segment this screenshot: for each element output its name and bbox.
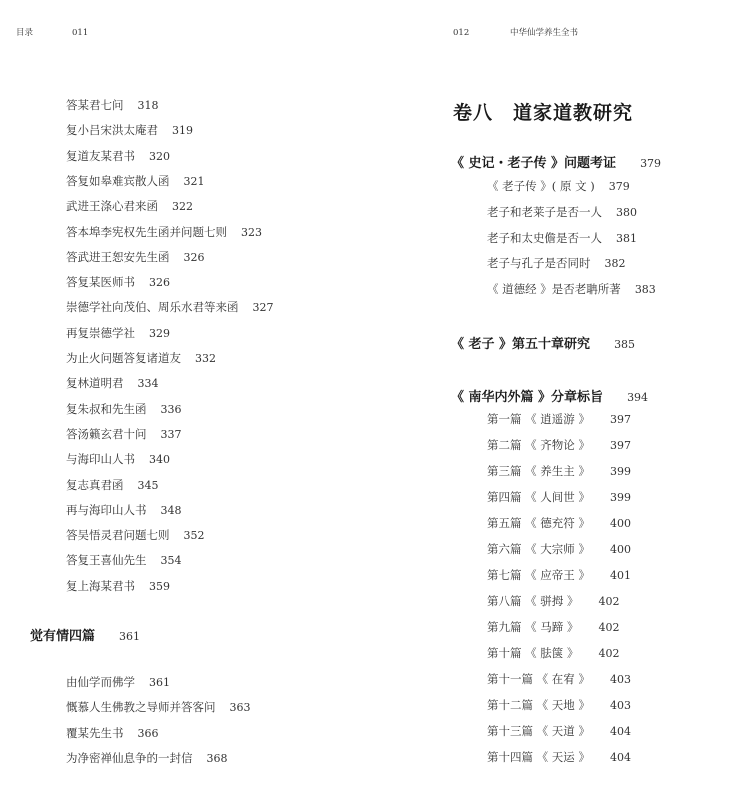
running-head-page-number: 011	[72, 28, 89, 38]
toc-entry[interactable]	[66, 350, 216, 366]
toc-entry-page-number: 402	[598, 621, 620, 634]
toc-entry[interactable]	[487, 541, 631, 557]
toc-entry-title: 第一篇 《 逍遥游 》	[487, 412, 590, 426]
toc-entry[interactable]	[487, 204, 637, 220]
toc-entry-page-number: 359	[149, 579, 170, 593]
toc-entry-title: 慨慕人生佛教之导师并答客问	[66, 700, 216, 715]
running-head-title: 目录	[16, 28, 34, 38]
toc-entry[interactable]	[66, 451, 170, 467]
toc-entry[interactable]	[66, 578, 170, 594]
toc-entry-page-number: 403	[609, 699, 631, 712]
toc-entry-page-number: 404	[609, 751, 631, 764]
section-heading-nanhua[interactable]	[451, 386, 648, 405]
toc-entry-title: 武进王涤心君来函	[66, 199, 158, 214]
toc-entry-title: 答复如皋难宾散人函	[66, 173, 170, 188]
toc-entry[interactable]	[66, 426, 182, 442]
toc-entry-title: 答本埠李宪权先生函并问题七则	[66, 224, 227, 239]
volume-label: 卷八	[453, 102, 494, 124]
section-title: 《 南华内外篇 》分章标旨	[451, 390, 604, 405]
toc-entry-title: 答汤籁玄君十问	[66, 426, 147, 441]
toc-entry-page-number: 402	[598, 595, 620, 608]
toc-entry-page-number: 329	[149, 326, 170, 340]
toc-entry[interactable]	[66, 173, 205, 189]
toc-entry-title: 复道友某君书	[66, 148, 135, 163]
toc-entry[interactable]	[487, 255, 626, 271]
toc-entry-page-number: 379	[608, 180, 630, 193]
toc-entry[interactable]	[487, 593, 619, 609]
toc-entry-page-number: 352	[183, 529, 205, 543]
toc-entry[interactable]	[487, 411, 631, 427]
toc-entry-page-number: 381	[616, 231, 637, 245]
toc-entry-page-number: 363	[229, 701, 251, 715]
toc-entry[interactable]	[487, 723, 631, 739]
toc-entry-title: 为止火问题答复诸道友	[66, 351, 181, 365]
toc-entry-title: 第八篇 《 骈拇 》	[487, 594, 579, 608]
toc-entry-page-number: 326	[183, 250, 205, 264]
toc-entry-page-number: 400	[609, 543, 631, 556]
toc-entry[interactable]	[66, 148, 170, 164]
toc-entry-page-number: 354	[160, 554, 182, 568]
toc-entry[interactable]	[66, 274, 170, 290]
toc-entry-page-number: 361	[149, 676, 170, 689]
toc-entry-title: 第五篇 《 德充符 》	[487, 516, 590, 530]
toc-entry-page-number: 383	[634, 283, 656, 297]
toc-entry[interactable]	[487, 671, 631, 687]
toc-entry-title: 第十三篇 《 天道 》	[487, 724, 590, 738]
running-head-page-number: 012	[453, 28, 470, 38]
toc-entry-title: 老子和太史儋是否一人	[487, 230, 602, 245]
toc-entry-title: 复小吕宋洪太庵君	[66, 123, 158, 138]
section-title: 《 老子 》第五十章研究	[451, 337, 591, 352]
toc-entry-title: 由仙学而佛学	[66, 675, 135, 689]
toc-entry[interactable]	[66, 401, 182, 417]
section-title: 《 史记・老子传 》问题考证	[451, 156, 617, 171]
toc-entry[interactable]	[66, 750, 228, 766]
toc-entry[interactable]	[487, 697, 631, 713]
toc-entry-title: 与海印山人书	[66, 452, 135, 467]
toc-entry-page-number: 318	[137, 99, 159, 112]
toc-entry-title: 复林道明君	[66, 376, 124, 391]
toc-entry[interactable]	[66, 552, 182, 568]
toc-entry[interactable]	[66, 527, 205, 543]
toc-entry-page-number: 368	[206, 751, 228, 765]
toc-entry[interactable]	[66, 198, 193, 214]
volume-name: 道家道教研究	[513, 102, 634, 124]
toc-entry-title: 第九篇 《 马蹄 》	[487, 620, 579, 634]
toc-entry-title: 《 道德经 》是否老聃所著	[487, 282, 621, 297]
toc-entry[interactable]	[66, 477, 159, 493]
toc-entry-title: 崇德学社向茂伯、周乐水君等来函	[66, 300, 239, 315]
toc-entry-title: 第十四篇 《 天运 》	[487, 750, 590, 764]
section-heading-shiji[interactable]	[451, 152, 661, 171]
toc-entry-page-number: 321	[183, 174, 205, 188]
toc-entry-title: 第四篇 《 人间世 》	[487, 490, 590, 504]
toc-entry-title: 第二篇 《 齐物论 》	[487, 438, 590, 452]
toc-entry-title: 第六篇 《 大宗师 》	[487, 542, 590, 556]
toc-entry[interactable]	[487, 645, 619, 661]
toc-entry-page-number: 403	[609, 673, 631, 686]
toc-entry-title: 第十二篇 《 天地 》	[487, 698, 590, 712]
section-page-number: 385	[614, 338, 636, 351]
toc-entry-page-number: 399	[609, 465, 631, 478]
section-heading-laozi-ch50[interactable]	[451, 333, 635, 352]
toc-entry[interactable]	[487, 567, 631, 583]
toc-entry[interactable]	[66, 375, 159, 391]
toc-entry-title: 第三篇 《 养生主 》	[487, 464, 590, 478]
toc-entry-title: 复志真君函	[66, 477, 124, 492]
toc-entry-page-number: 366	[137, 726, 159, 740]
toc-entry-page-number: 334	[137, 377, 159, 391]
section-page-number: 361	[119, 630, 141, 643]
toc-entry-title: 复上海某君书	[66, 578, 135, 593]
toc-entry[interactable]	[487, 178, 630, 194]
toc-entry-title: 再与海印山人书	[66, 502, 147, 517]
toc-entry-page-number: 397	[609, 439, 631, 452]
toc-entry-page-number: 399	[609, 491, 631, 504]
toc-entry-page-number: 322	[172, 200, 193, 214]
toc-entry-page-number: 348	[160, 503, 182, 517]
toc-entry-page-number: 382	[604, 257, 626, 271]
toc-entry[interactable]	[487, 437, 631, 453]
toc-entry[interactable]	[66, 224, 262, 240]
toc-entry[interactable]	[487, 281, 656, 297]
toc-entry-title: 覆某先生书	[66, 725, 124, 740]
toc-entry-page-number: 332	[195, 352, 216, 365]
toc-entry-page-number: 402	[598, 647, 620, 660]
toc-entry-page-number: 401	[609, 569, 631, 582]
section-title: 觉有情四篇	[30, 629, 96, 644]
toc-entry[interactable]	[66, 502, 182, 518]
toc-entry[interactable]	[66, 299, 274, 315]
toc-entry[interactable]	[487, 749, 631, 765]
toc-entry[interactable]	[487, 515, 631, 531]
toc-entry-page-number: 400	[609, 517, 631, 530]
toc-entry-title: 答吴悟灵君问题七则	[66, 528, 170, 543]
toc-entry-page-number: 327	[252, 301, 274, 315]
toc-entry[interactable]	[66, 249, 205, 265]
toc-entry[interactable]	[66, 122, 193, 138]
toc-entry-title: 答某君七问	[66, 98, 124, 112]
toc-entry-page-number: 404	[609, 725, 631, 738]
toc-entry[interactable]	[487, 489, 631, 505]
toc-entry-page-number: 320	[149, 149, 170, 163]
toc-entry[interactable]	[487, 463, 631, 479]
toc-entry-title: 答复某医师书	[66, 275, 135, 290]
toc-entry-title: 第十篇 《 胠箧 》	[487, 646, 579, 660]
toc-entry-page-number: 380	[616, 205, 637, 219]
toc-entry-page-number: 336	[160, 402, 182, 416]
toc-entry[interactable]	[487, 230, 637, 246]
toc-entry-page-number: 337	[160, 427, 182, 441]
toc-entry-title: 老子和老莱子是否一人	[487, 204, 602, 219]
volume-title	[453, 98, 633, 125]
toc-entry-title: 答复王喜仙先生	[66, 553, 147, 568]
toc-entry-page-number: 319	[172, 124, 193, 138]
toc-entry-title: 老子与孔子是否同时	[487, 256, 591, 271]
toc-entry-title: 再复崇德学社	[66, 325, 135, 340]
toc-entry-page-number: 323	[241, 225, 262, 239]
toc-entry[interactable]	[487, 619, 619, 635]
toc-entry-page-number: 345	[137, 478, 159, 492]
toc-entry-title: 第十一篇 《 在宥 》	[487, 672, 590, 686]
toc-entry-page-number: 397	[609, 413, 631, 426]
toc-entry-title: 答武进王恕安先生函	[66, 249, 170, 264]
toc-entry[interactable]	[66, 699, 251, 715]
section-page-number: 394	[627, 391, 649, 404]
toc-entry[interactable]	[66, 325, 170, 341]
toc-entry-title: 为净密禅仙息争的一封信	[66, 750, 193, 765]
toc-entry-title: 《 老子传 》( 原 文 )	[487, 179, 595, 193]
toc-entry[interactable]	[66, 97, 159, 113]
toc-entry-page-number: 326	[149, 276, 170, 290]
section-heading-jueyouqing[interactable]	[30, 625, 140, 644]
toc-entry-title: 复朱叔和先生函	[66, 401, 147, 416]
toc-entry[interactable]	[66, 674, 170, 690]
section-page-number: 379	[640, 157, 662, 170]
toc-entry-page-number: 340	[149, 453, 170, 467]
toc-entry[interactable]	[66, 725, 159, 741]
toc-entry-title: 第七篇 《 应帝王 》	[487, 568, 590, 582]
right-page	[365, 0, 730, 786]
running-head-book-title: 中华仙学养生全书	[510, 28, 579, 38]
